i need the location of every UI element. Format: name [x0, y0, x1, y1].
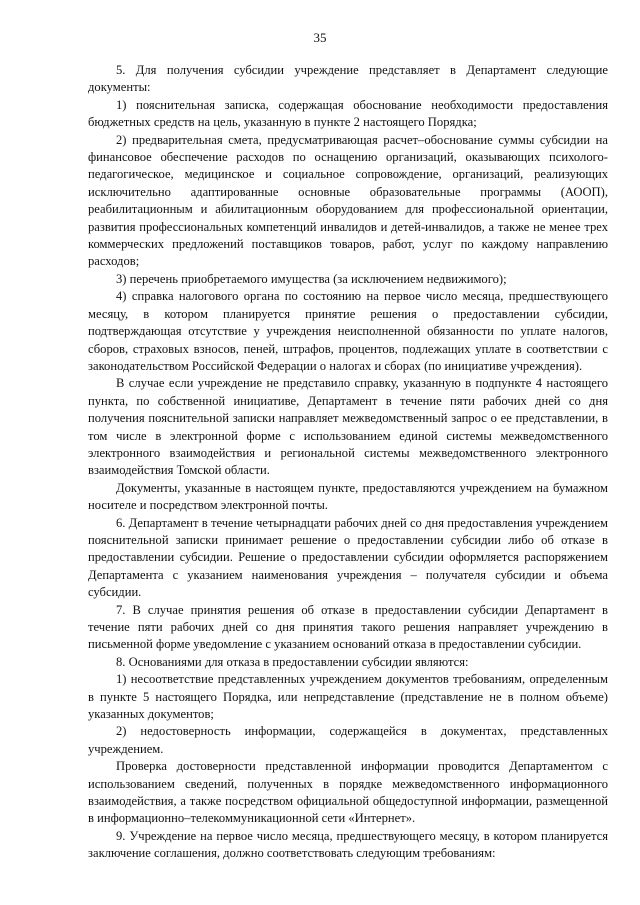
paragraph: 6. Департамент в течение четырнадцати рабочих дней со дня предоставления учреждением пояснительной записки принимает решение о предоставлении субсидии либо об отказе в предоставлении субсидии. Решение о предоставлении субсидии оформляется распоряжением Департамента с указанием наименования учреждения – получателя субсидии и объема субсидии. [88, 515, 608, 600]
paragraph: 5. Для получения субсидии учреждение представляет в Департамент следующие документы: [88, 63, 608, 95]
paragraph: 2) недостоверность информации, содержащейся в документах, представленных учреждением. [88, 724, 608, 756]
paragraph: В случае если учреждение не представило справку, указанную в подпункте 4 настоящего пункта, по собственной инициативе, Департамент в течение пяти рабочих дней со дня получения пояснительной записки направляет межведомственный запрос о ее представлении, в том числе в электронной форме с использованием единой системы межведомственного электронного взаимодействия и региональной системы межведомственного электронного взаимодействия Томской области. [88, 376, 608, 478]
paragraph: 3) перечень приобретаемого имущества (за исключением недвижимого); [116, 271, 507, 286]
paragraph: 7. В случае принятия решения об отказе в предоставлении субсидии Департамент в течение пяти рабочих дней со дня принятия такого решения направляет учреждению в письменной форме уведомление с указанием оснований отказа в предоставлении субсидии. [88, 602, 608, 652]
paragraph: Документы, указанные в настоящем пункте, предоставляются учреждением на бумажном носителе и посредством электронной почты. [88, 480, 608, 513]
paragraph: 4) справка налогового органа по состоянию на первое число месяца, предшествующего месяцу, в котором планируется принятие решения о предоставлении субсидии, подтверждающая отсутствие у учреждения неисполненной обязанности по уплате налогов, сборов, страховых взносов, пеней, штрафов, процентов, подлежащих уплате в соответствии с законодательством Российской Федерации о налогах и сборах (по инициативе учреждения). [88, 289, 608, 373]
paragraph: 1) пояснительная записка, содержащая обоснование необходимости предоставления бюджетных средств на цель, указанную в пункте 2 настоящего Порядка; [88, 97, 608, 130]
paragraph: Проверка достоверности представленной информации проводится Департаментом с использованием сведений, полученных в порядке межведомственного информационного взаимодействия, а также посредством официальной общедоступной информации, размещенной в информационно–телекоммуникационной сети «Интернет». [88, 759, 608, 826]
document-body [88, 62, 608, 863]
paragraph: 2) предварительная смета, предусматривающая расчет–обоснование суммы субсидии на финансовое обеспечение расходов по оснащению организаций, оказывающих психолого-педагогическое, медицинское и социальное сопровождение, организаций, реализующих исключительно адаптированные основные образовательные программы (АООП), реабилитационным и абилитационным оборудованием для профессиональной ориентации, развития профессиональных компетенций инвалидов и детей-инвалидов, а также не менее трех коммерческих предложений поставщиков товаров, работ, услуг по каждому направлению расходов; [88, 132, 608, 269]
page-number: 35 [313, 30, 327, 45]
paragraph: 1) несоответствие представленных учреждением документов требованиям, определенным в пункте 5 настоящего Порядка, или непредставление (представление не в полном объеме) указанных документов; [88, 672, 608, 722]
paragraph: 8. Основаниями для отказа в предоставлении субсидии являются: [116, 654, 469, 669]
paragraph: 9. Учреждение на первое число месяца, предшествующего месяцу, в котором планируется заключение соглашения, должно соответствовать следующим требованиям: [88, 828, 608, 861]
